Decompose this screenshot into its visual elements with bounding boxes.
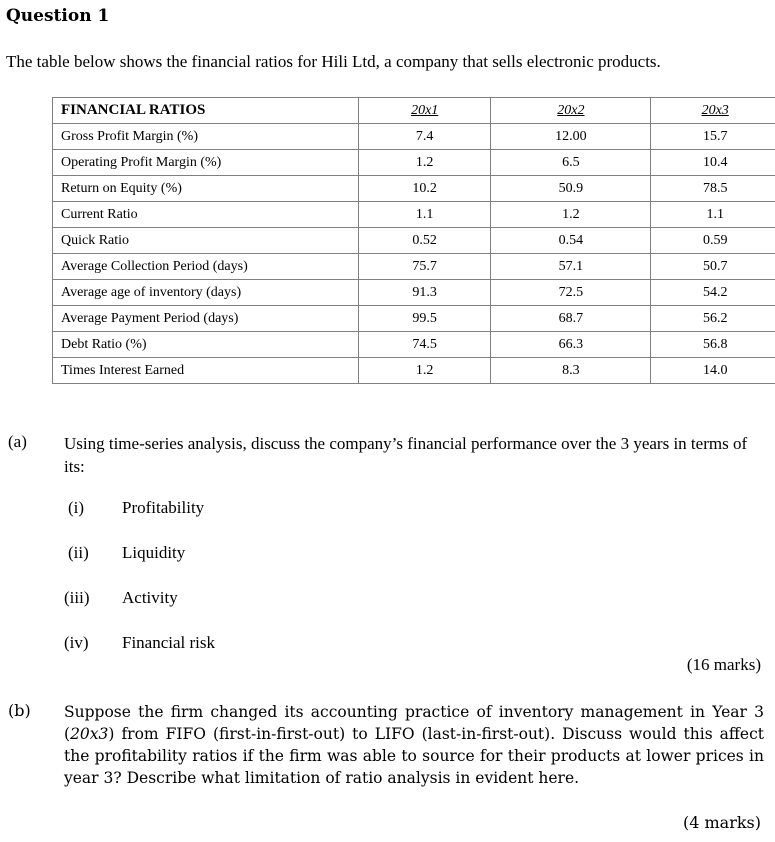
table-row	[53, 228, 775, 254]
part-a-item-number: (iii)	[64, 588, 90, 607]
row-label: Average Collection Period (days)	[53, 254, 359, 280]
part-a-item-text: Financial risk	[122, 633, 216, 652]
header-year-1: 20x1	[358, 98, 491, 124]
row-label: Gross Profit Margin (%)	[53, 124, 359, 150]
table-row	[53, 202, 775, 228]
cell-value: 7.4	[358, 124, 491, 150]
cell-value: 1.1	[358, 202, 491, 228]
cell-value: 10.2	[358, 176, 491, 202]
cell-value: 8.3	[491, 358, 651, 384]
cell-value: 54.2	[651, 280, 775, 306]
table-row	[53, 124, 775, 150]
part-a-item-number: (iv)	[64, 633, 89, 652]
row-label: Average age of inventory (days)	[53, 280, 359, 306]
row-label: Debt Ratio (%)	[53, 332, 359, 358]
table-row	[53, 176, 775, 202]
part-b-year: 20x3	[70, 725, 109, 743]
table-row	[53, 306, 775, 332]
cell-value: 57.1	[491, 254, 651, 280]
cell-value: 6.5	[491, 150, 651, 176]
table-row	[53, 332, 775, 358]
part-b-label: (b)	[8, 701, 31, 720]
header-year-2: 20x2	[491, 98, 651, 124]
part-a-item-text: Activity	[122, 588, 178, 607]
header-financial-ratios: FINANCIAL RATIOS	[53, 98, 359, 124]
row-label: Current Ratio	[53, 202, 359, 228]
header-year-3: 20x3	[651, 98, 775, 124]
question-title: Question 1	[6, 6, 110, 26]
part-b-text-end: ) from FIFO (first-in-first-out) to LIFO (last-in-first-out). Discuss would this affect the profitability ratios if the firm was able to source for their products at lower prices in year 3? Describe what limitation of ratio analysis in evident here.	[64, 725, 764, 787]
part-b-question	[64, 701, 764, 789]
row-label: Times Interest Earned	[53, 358, 359, 384]
question-intro: The table below shows the financial ratios for Hili Ltd, a company that sells electronic products.	[6, 52, 661, 71]
cell-value: 10.4	[651, 150, 775, 176]
part-b-text-start: Suppose the firm changed its accounting practice of inventory management in Year 3 (	[64, 703, 764, 743]
table-row	[53, 280, 775, 306]
row-label: Return on Equity (%)	[53, 176, 359, 202]
cell-value: 15.7	[651, 124, 775, 150]
financial-ratios-table	[52, 97, 775, 384]
cell-value: 74.5	[358, 332, 491, 358]
cell-value: 12.00	[491, 124, 651, 150]
cell-value: 0.54	[491, 228, 651, 254]
table-row	[53, 358, 775, 384]
cell-value: 56.8	[651, 332, 775, 358]
cell-value: 56.2	[651, 306, 775, 332]
cell-value: 75.7	[358, 254, 491, 280]
cell-value: 78.5	[651, 176, 775, 202]
part-a-item-text: Profitability	[122, 498, 205, 517]
cell-value: 50.9	[491, 176, 651, 202]
part-a-question: Using time-series analysis, discuss the company’s financial performance over the 3 years in terms of its:	[64, 434, 748, 476]
cell-value: 1.2	[358, 150, 491, 176]
table-row	[53, 254, 775, 280]
cell-value: 0.52	[358, 228, 491, 254]
cell-value: 99.5	[358, 306, 491, 332]
part-a-item-number: (i)	[68, 498, 85, 517]
row-label: Operating Profit Margin (%)	[53, 150, 359, 176]
row-label: Average Payment Period (days)	[53, 306, 359, 332]
part-a-marks: (16 marks)	[686, 655, 761, 674]
cell-value: 0.59	[651, 228, 775, 254]
cell-value: 68.7	[491, 306, 651, 332]
part-a-item-number: (ii)	[68, 543, 89, 562]
table-header-row	[53, 98, 775, 124]
cell-value: 14.0	[651, 358, 775, 384]
cell-value: 1.2	[358, 358, 491, 384]
cell-value: 91.3	[358, 280, 491, 306]
cell-value: 1.1	[651, 202, 775, 228]
cell-value: 50.7	[651, 254, 775, 280]
cell-value: 72.5	[491, 280, 651, 306]
part-a-item-text: Liquidity	[122, 543, 186, 562]
row-label: Quick Ratio	[53, 228, 359, 254]
part-a-label: (a)	[8, 432, 27, 451]
cell-value: 66.3	[491, 332, 651, 358]
cell-value: 1.2	[491, 202, 651, 228]
part-b-marks: (4 marks)	[682, 813, 761, 832]
table-row	[53, 150, 775, 176]
